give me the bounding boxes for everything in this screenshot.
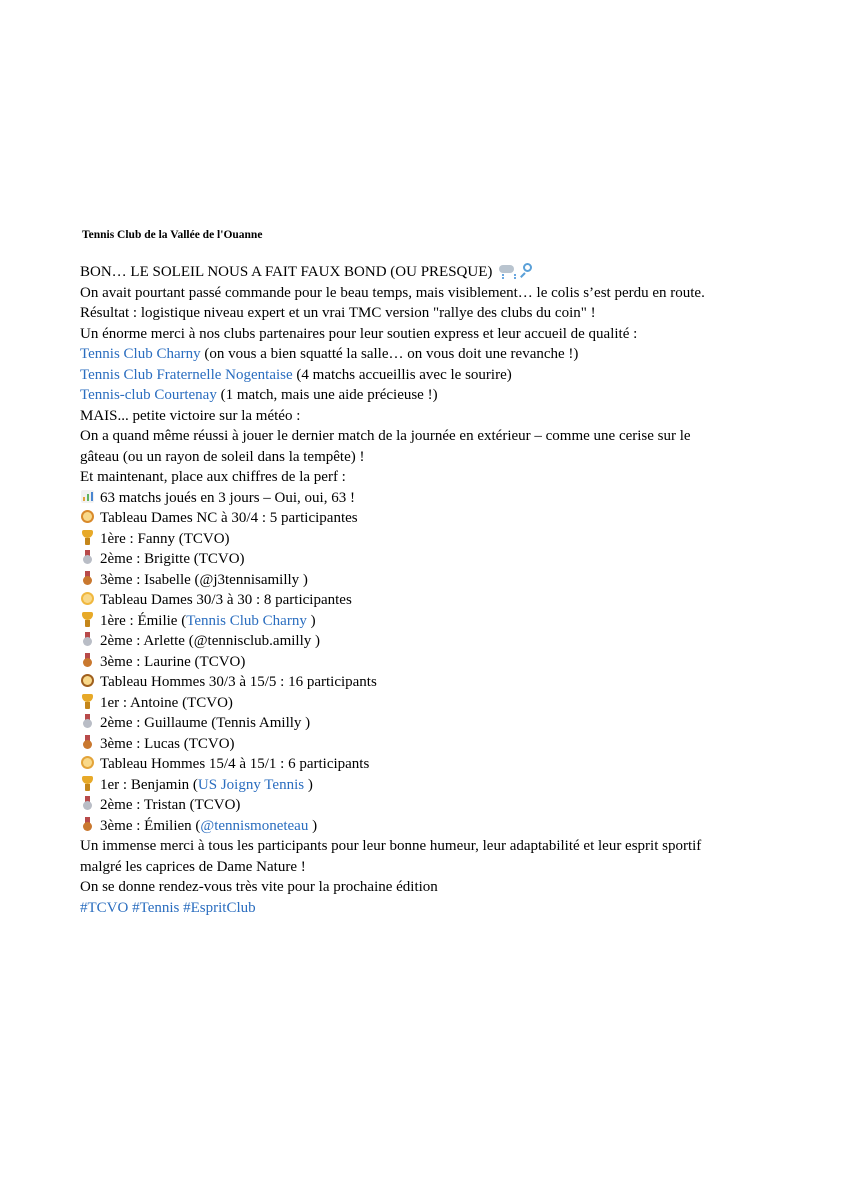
silver-medal-icon bbox=[80, 714, 95, 729]
club-name-header: Tennis Club de la Vallée de l'Ouanne bbox=[82, 229, 263, 241]
result-line: 2ème : Tristan (TCVO) bbox=[80, 795, 770, 816]
winner-club-link[interactable]: Tennis Club Charny bbox=[186, 612, 307, 629]
silver-medal-icon bbox=[80, 550, 95, 565]
partner-line: Tennis-club Courtenay (1 match, mais une aide précieuse !) bbox=[80, 387, 438, 403]
intro-paragraph: On avait pourtant passé commande pour le beau temps, mais visiblement… le colis s’est perdu en route. bbox=[80, 284, 705, 301]
bronze-medal-icon bbox=[80, 653, 95, 668]
trophy-icon bbox=[80, 612, 95, 627]
bronze-medal-icon bbox=[80, 817, 95, 832]
bronze-medal-icon bbox=[80, 735, 95, 750]
result-line: 1er : Benjamin (US Joigny Tennis ) bbox=[80, 775, 770, 796]
trophy-icon bbox=[80, 530, 95, 545]
third-place-club-link[interactable]: @tennismoneteau bbox=[200, 817, 309, 834]
closing-paragraph: Un immense merci à tous les participants pour leur bonne humeur, leur adaptabilité et leur esprit sportif bbox=[80, 838, 702, 854]
tableau-title: Tableau Dames 30/3 à 30 : 8 participantes bbox=[80, 590, 770, 611]
outdoor-paragraph: On a quand même réussi à jouer le dernier match de la journée en extérieur – comme une cerise sur le bbox=[80, 428, 691, 444]
closing-paragraph-cont: malgré les caprices de Dame Nature ! bbox=[80, 858, 306, 875]
rain-cloud-icon bbox=[498, 263, 516, 278]
bronze-medal-icon bbox=[80, 571, 95, 586]
headline-line bbox=[80, 262, 770, 283]
woman-face-icon bbox=[80, 591, 95, 606]
result-line: 2ème : Guillaume (Tennis Amilly ) bbox=[80, 713, 770, 734]
closing-rendezvous: On se donne rendez-vous très vite pour la prochaine édition bbox=[80, 879, 438, 895]
result-line: 3ème : Émilien (@tennismoneteau ) bbox=[80, 816, 770, 837]
bar-chart-icon bbox=[80, 489, 95, 504]
partner-line: Tennis Club Charny (on vous a bien squatté la salle… on vous doit une revanche !) bbox=[80, 346, 579, 362]
partner-line: Tennis Club Fraternelle Nogentaise (4 matchs accueillis avec le sourire) bbox=[80, 366, 512, 383]
result-line: 1ère : Fanny (TCVO) bbox=[80, 529, 770, 550]
stats-line: 63 matchs joués en 3 jours – Oui, oui, 63 ! bbox=[80, 488, 770, 509]
tableau-title: Tableau Hommes 15/4 à 15/1 : 6 participants bbox=[80, 754, 770, 775]
result-paragraph: Résultat : logistique niveau expert et un vrai TMC version "rallye des clubs du coin" ! bbox=[80, 305, 596, 321]
result-line: 2ème : Arlette (@tennisclub.amilly ) bbox=[80, 631, 770, 652]
tableau-title: Tableau Dames NC à 30/4 : 5 participantes bbox=[80, 508, 770, 529]
stats-intro: Et maintenant, place aux chiffres de la perf : bbox=[80, 469, 346, 485]
weather-paragraph: MAIS... petite victoire sur la météo : bbox=[80, 407, 301, 424]
result-line: 3ème : Lucas (TCVO) bbox=[80, 734, 770, 755]
outdoor-paragraph-cont: gâteau (ou un rayon de soleil dans la tempête) ! bbox=[80, 448, 365, 465]
silver-medal-icon bbox=[80, 632, 95, 647]
result-line: 1er : Antoine (TCVO) bbox=[80, 693, 770, 714]
thanks-paragraph: Un énorme merci à nos clubs partenaires pour leur soutien express et leur accueil de qualité : bbox=[80, 325, 638, 342]
man-face-icon bbox=[80, 755, 95, 770]
partner-link-charny[interactable]: Tennis Club Charny bbox=[80, 346, 201, 362]
woman-face-icon bbox=[80, 509, 95, 524]
man-face-icon bbox=[80, 673, 95, 688]
result-line: 3ème : Isabelle (@j3tennisamilly ) bbox=[80, 570, 770, 591]
headline: BON… LE SOLEIL NOUS A FAIT FAUX BOND (OU PRESQUE) bbox=[80, 264, 493, 280]
result-line: 3ème : Laurine (TCVO) bbox=[80, 652, 770, 673]
hashtag-espritclub[interactable]: #EspritClub bbox=[183, 899, 256, 916]
hashtags-line bbox=[80, 898, 770, 919]
result-line: 1ère : Émilie (Tennis Club Charny ) bbox=[80, 611, 770, 632]
partner-link-courtenay[interactable]: Tennis-club Courtenay bbox=[80, 387, 217, 403]
hashtag-tcvo[interactable]: #TCVO bbox=[80, 899, 129, 916]
result-line: 2ème : Brigitte (TCVO) bbox=[80, 549, 770, 570]
silver-medal-icon bbox=[80, 796, 95, 811]
tennis-racket-icon bbox=[518, 263, 534, 278]
hashtag-tennis[interactable]: #Tennis bbox=[132, 899, 180, 916]
trophy-icon bbox=[80, 776, 95, 791]
post-body bbox=[80, 262, 770, 918]
partner-link-nogentaise[interactable]: Tennis Club Fraternelle Nogentaise bbox=[80, 366, 293, 383]
tableau-title: Tableau Hommes 30/3 à 15/5 : 16 participants bbox=[80, 672, 770, 693]
trophy-icon bbox=[80, 694, 95, 709]
winner-club-link[interactable]: US Joigny Tennis bbox=[197, 776, 305, 793]
